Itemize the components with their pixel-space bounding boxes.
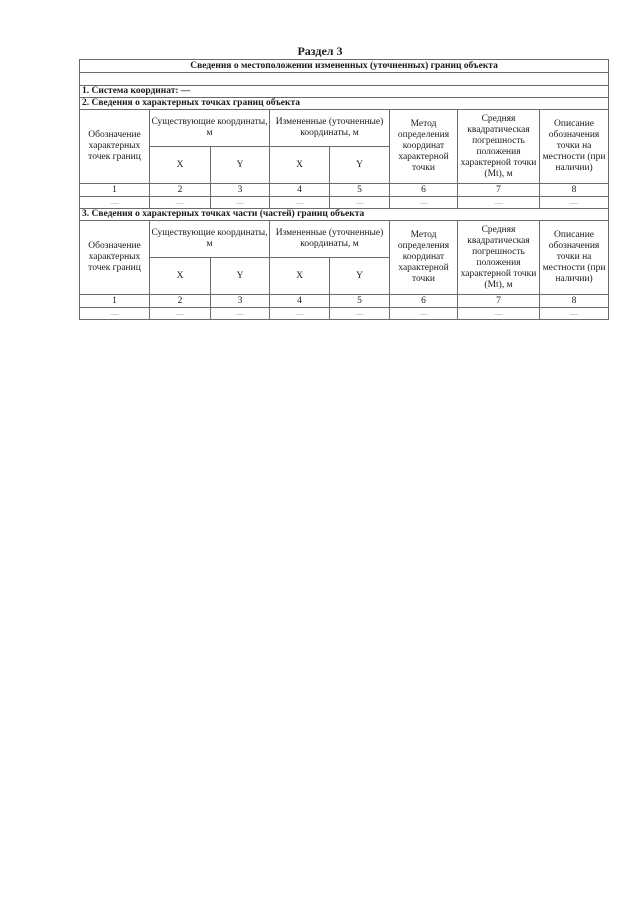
table-cell: —: [80, 197, 150, 209]
column-number: 1: [80, 184, 150, 197]
header-changed: Измененные (уточненные) координаты, м: [270, 110, 390, 147]
header-x-existing: X: [150, 147, 211, 184]
column-number-row: [80, 295, 609, 308]
header-designation: Обозначение характерных точек границ: [80, 110, 150, 184]
header-changed: Измененные (уточненные) координаты, м: [270, 221, 390, 258]
column-number: 4: [270, 184, 330, 197]
spacer-cell: [80, 73, 609, 86]
table-cell: —: [390, 197, 458, 209]
column-number: 2: [150, 295, 211, 308]
header-error: Средняя квадратическая погрешность положения характерной точки (Mt), м: [458, 221, 540, 295]
table-row: [80, 197, 609, 209]
header-description: Описание обозначения точки на местности (при наличии): [540, 110, 609, 184]
header-description: Описание обозначения точки на местности (при наличии): [540, 221, 609, 295]
header-x-changed: X: [270, 147, 330, 184]
column-number-row: [80, 184, 609, 197]
header-y-existing: Y: [211, 258, 270, 295]
table-cell: —: [458, 308, 540, 320]
header-y-changed: Y: [330, 147, 390, 184]
table-row: [80, 308, 609, 320]
header-x-existing: X: [150, 258, 211, 295]
table-cell: —: [211, 197, 270, 209]
coordinate-system-row: [80, 86, 609, 98]
coordinate-system: 1. Система координат: —: [80, 86, 609, 98]
header-x-changed: X: [270, 258, 330, 295]
table-cell: —: [80, 308, 150, 320]
header-row: [80, 221, 609, 258]
table-cell: —: [390, 308, 458, 320]
column-number: 8: [540, 295, 609, 308]
column-number: 1: [80, 295, 150, 308]
header-y-existing: Y: [211, 147, 270, 184]
header-method: Метод определения координат характерной точки: [390, 221, 458, 295]
section-title-row: [80, 98, 609, 110]
table-cell: —: [330, 197, 390, 209]
table-title: Сведения о местоположении измененных (уточненных) границ объекта: [80, 60, 609, 73]
column-number: 5: [330, 184, 390, 197]
header-row: [80, 110, 609, 147]
section-title-row: [80, 209, 609, 221]
column-number: 6: [390, 184, 458, 197]
table-cell: —: [150, 197, 211, 209]
table-cell: —: [330, 308, 390, 320]
table-cell: —: [540, 197, 609, 209]
column-number: 6: [390, 295, 458, 308]
table-cell: —: [270, 197, 330, 209]
header-y-changed: Y: [330, 258, 390, 295]
boundary-table: [79, 59, 609, 320]
table-cell: —: [540, 308, 609, 320]
table-cell: —: [150, 308, 211, 320]
column-number: 4: [270, 295, 330, 308]
header-existing: Существующие координаты, м: [150, 221, 270, 258]
spacer-row: [80, 73, 609, 86]
section-title: 3. Сведения о характерных точках части (частей) границ объекта: [80, 209, 609, 221]
column-number: 3: [211, 184, 270, 197]
table-cell: —: [211, 308, 270, 320]
header-error: Средняя квадратическая погрешность положения характерной точки (Mt), м: [458, 110, 540, 184]
column-number: 2: [150, 184, 211, 197]
header-designation: Обозначение характерных точек границ: [80, 221, 150, 295]
table-cell: —: [458, 197, 540, 209]
column-number: 5: [330, 295, 390, 308]
table-cell: —: [270, 308, 330, 320]
header-method: Метод определения координат характерной точки: [390, 110, 458, 184]
column-number: 7: [458, 184, 540, 197]
column-number: 3: [211, 295, 270, 308]
column-number: 7: [458, 295, 540, 308]
header-existing: Существующие координаты, м: [150, 110, 270, 147]
page-title: Раздел 3: [297, 44, 343, 58]
column-number: 8: [540, 184, 609, 197]
section-title: 2. Сведения о характерных точках границ объекта: [80, 98, 609, 110]
table-title-row: [80, 60, 609, 73]
